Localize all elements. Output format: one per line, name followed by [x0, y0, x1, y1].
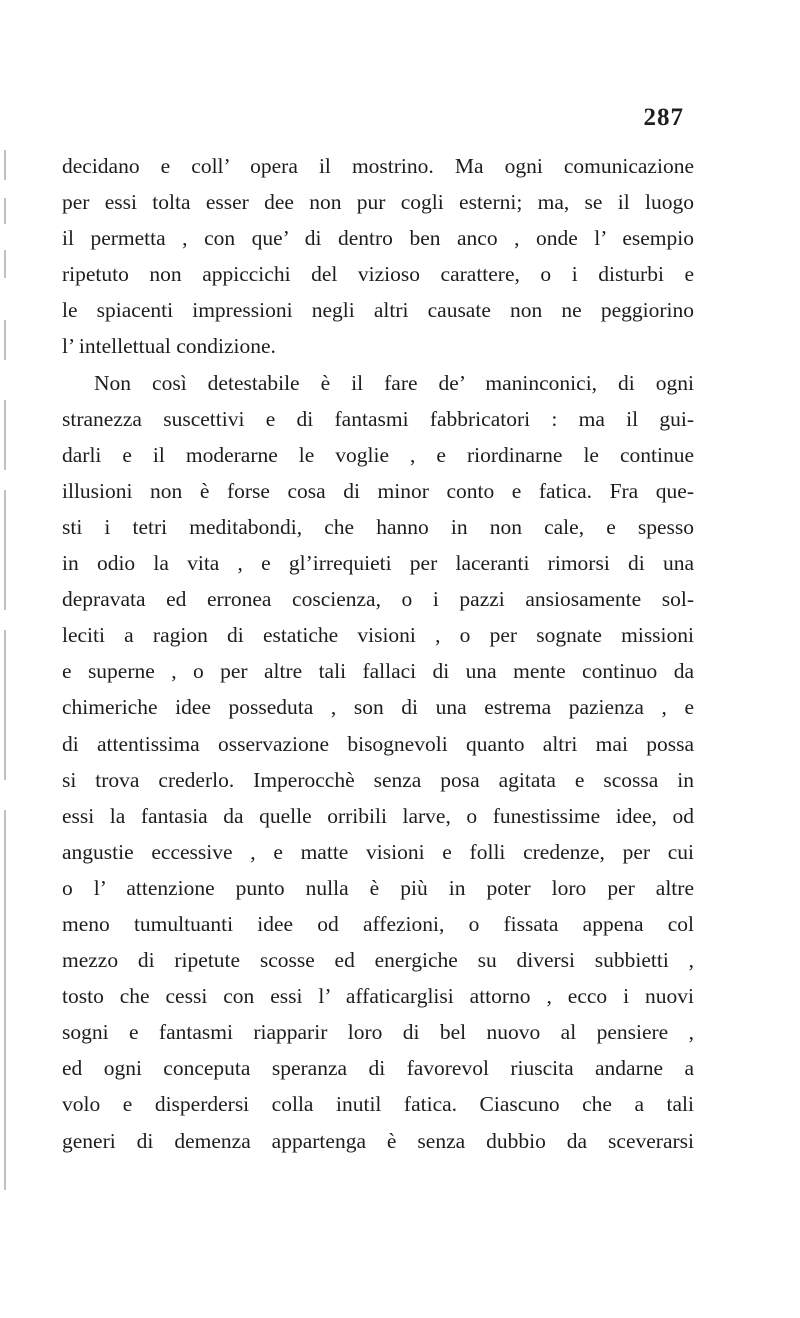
body-text	[62, 148, 694, 1159]
text-line: per essi tolta esser dee non pur cogli esterni; ma, se il luogo	[62, 190, 694, 215]
text-line: di attentissima osservazione bisognevoli quanto altri mai possa	[62, 731, 694, 756]
text-line: tosto che cessi con essi l’ affaticarglisi attorno , ecco i nuovi	[62, 984, 694, 1009]
text-line: l’ intellettual condizione.	[62, 334, 276, 359]
text-line: ripetuto non appiccichi del vizioso carattere, o i disturbi e	[62, 262, 694, 287]
binding-gutter	[0, 150, 12, 1200]
gutter-mark	[4, 490, 6, 610]
gutter-mark	[4, 320, 6, 360]
text-line: meno tumultuanti idee od affezioni, o fissata appena col	[62, 911, 694, 936]
gutter-mark	[4, 810, 6, 1190]
gutter-mark	[4, 198, 6, 224]
text-line: chimeriche idee posseduta , son di una estrema pazienza , e	[62, 695, 694, 720]
text-line: mezzo di ripetute scosse ed energiche su diversi subbietti ,	[62, 948, 694, 973]
text-line: essi la fantasia da quelle orribili larve, o funestissime idee, od	[62, 803, 694, 828]
text-line: il permetta , con que’ di dentro ben anco , onde l’ esempio	[62, 226, 694, 251]
text-line: illusioni non è forse cosa di minor conto e fatica. Fra que-	[62, 478, 694, 503]
text-line: sti i tetri meditabondi, che hanno in non cale, e spesso	[62, 514, 694, 539]
text-line: e superne , o per altre tali fallaci di una mente continuo da	[62, 659, 694, 684]
text-line: Non così detestabile è il fare de’ maninconici, di ogni	[94, 370, 694, 395]
text-line: volo e disperdersi colla inutil fatica. Ciascuno che a tali	[62, 1092, 694, 1117]
text-line: angustie eccessive , e matte visioni e folli credenze, per cui	[62, 839, 694, 864]
text-line: o l’ attenzione punto nulla è più in poter loro per altre	[62, 875, 694, 900]
page-number: 287	[643, 104, 684, 131]
text-line: sogni e fantasmi riapparir loro di bel nuovo al pensiere ,	[62, 1020, 694, 1045]
text-line: depravata ed erronea coscienza, o i pazzi ansiosamente sol-	[62, 587, 694, 612]
text-line: ed ogni conceputa speranza di favorevol riuscita andarne a	[62, 1056, 694, 1081]
gutter-mark	[4, 250, 6, 278]
text-line: le spiacenti impressioni negli altri causate non ne peggiorino	[62, 298, 694, 323]
text-line: generi di demenza appartenga è senza dubbio da sceverarsi	[62, 1128, 694, 1153]
gutter-mark	[4, 400, 6, 470]
text-line: darli e il moderarne le voglie , e riordinarne le continue	[62, 442, 694, 467]
text-line: in odio la vita , e gl’irrequieti per laceranti rimorsi di una	[62, 551, 694, 576]
text-line: stranezza suscettivi e di fantasmi fabbricatori : ma il gui-	[62, 406, 694, 431]
text-line: leciti a ragion di estatiche visioni , o per sognate missioni	[62, 623, 694, 648]
text-line: si trova crederlo. Imperocchè senza posa agitata e scossa in	[62, 767, 694, 792]
gutter-mark	[4, 150, 6, 180]
gutter-mark	[4, 630, 6, 780]
text-line: decidano e coll’ opera il mostrino. Ma ogni comunicazione	[62, 154, 694, 178]
